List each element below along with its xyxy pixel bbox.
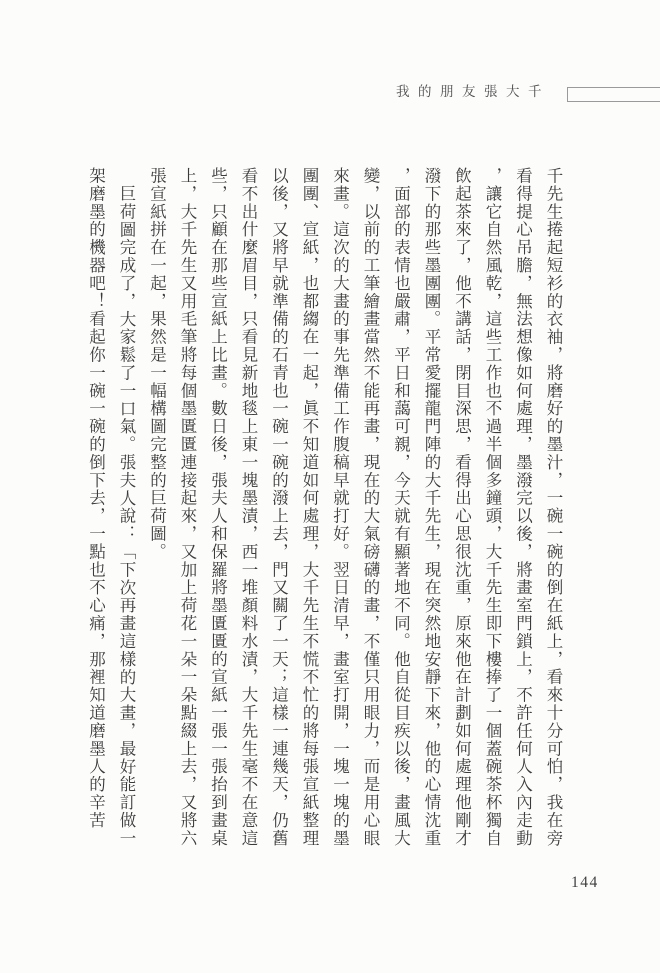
running-head: 我的朋友張大千 [396, 84, 550, 99]
body-text [79, 167, 568, 853]
page-number: 144 [571, 874, 599, 891]
paragraph-continued: 千先生捲起短衫的衣袖，將磨好的墨汁，一碗一碗的倒在紙上，看來十分可怕，我在旁看得提心吊膽，無法想像如何處理，墨潑完以後，將畫室門鎖上，不許任何人入內走動，讓它自然風乾，這些工作也不過半個多鐘頭，大千先生即下樓捧了一個蓋碗茶杯獨自飲起茶來了，他不講話，閉目深思，看得出心思很沈重，原來他在計劃如何處理他剛才潑下的那些墨團團。平常愛擺龍門陣的大千先生，現在突然地安靜下來，他的心情沈重，面部的表情也嚴肅，平日和藹可親，今天就有顯著地不同。他自從目疾以後，畫風大變，以前的工筆繪畫當然不能再畫，現在的大氣磅礴的畫，不僅只用眼力，而是用心眼來畫。這次的大畫的事先準備工作腹稿早就打好。翌日清早，畫室打開，一塊一塊的墨團團、宣紙，也都縐在一起，眞不知道如何處理，大千先生不慌不忙的將每張宣紙整理以後，又將早就準備的石青也一碗一碗的潑上去，門又關了一天；這樣一連幾天，仍舊看不出什麼眉目，只看見新地毯上東一塊墨漬，西一堆顏料水漬，大千先生毫不在意這些，只顧在那些宣紙上比畫。數日後，張夫人和保羅將墨匱匱的宣紙一張一張抬到畫桌上，大千先生又用毛筆將每個墨匱匱連接起來，又加上荷花一朵一朵點綴上去，又將六張宣紙拼在一起，果然是一幅構圖完整的巨荷圖。 [147, 167, 563, 848]
header-rule-box [567, 87, 660, 102]
paragraph-new: 巨荷圖完成了，大家鬆了一口氣。張夫人說：「下次再畫這樣的大畫，最好能訂做一架磨墨的機器吧！看起你一碗一碗的倒下去，一點也不心痛，那裡知道磨墨人的辛苦 [86, 167, 136, 848]
